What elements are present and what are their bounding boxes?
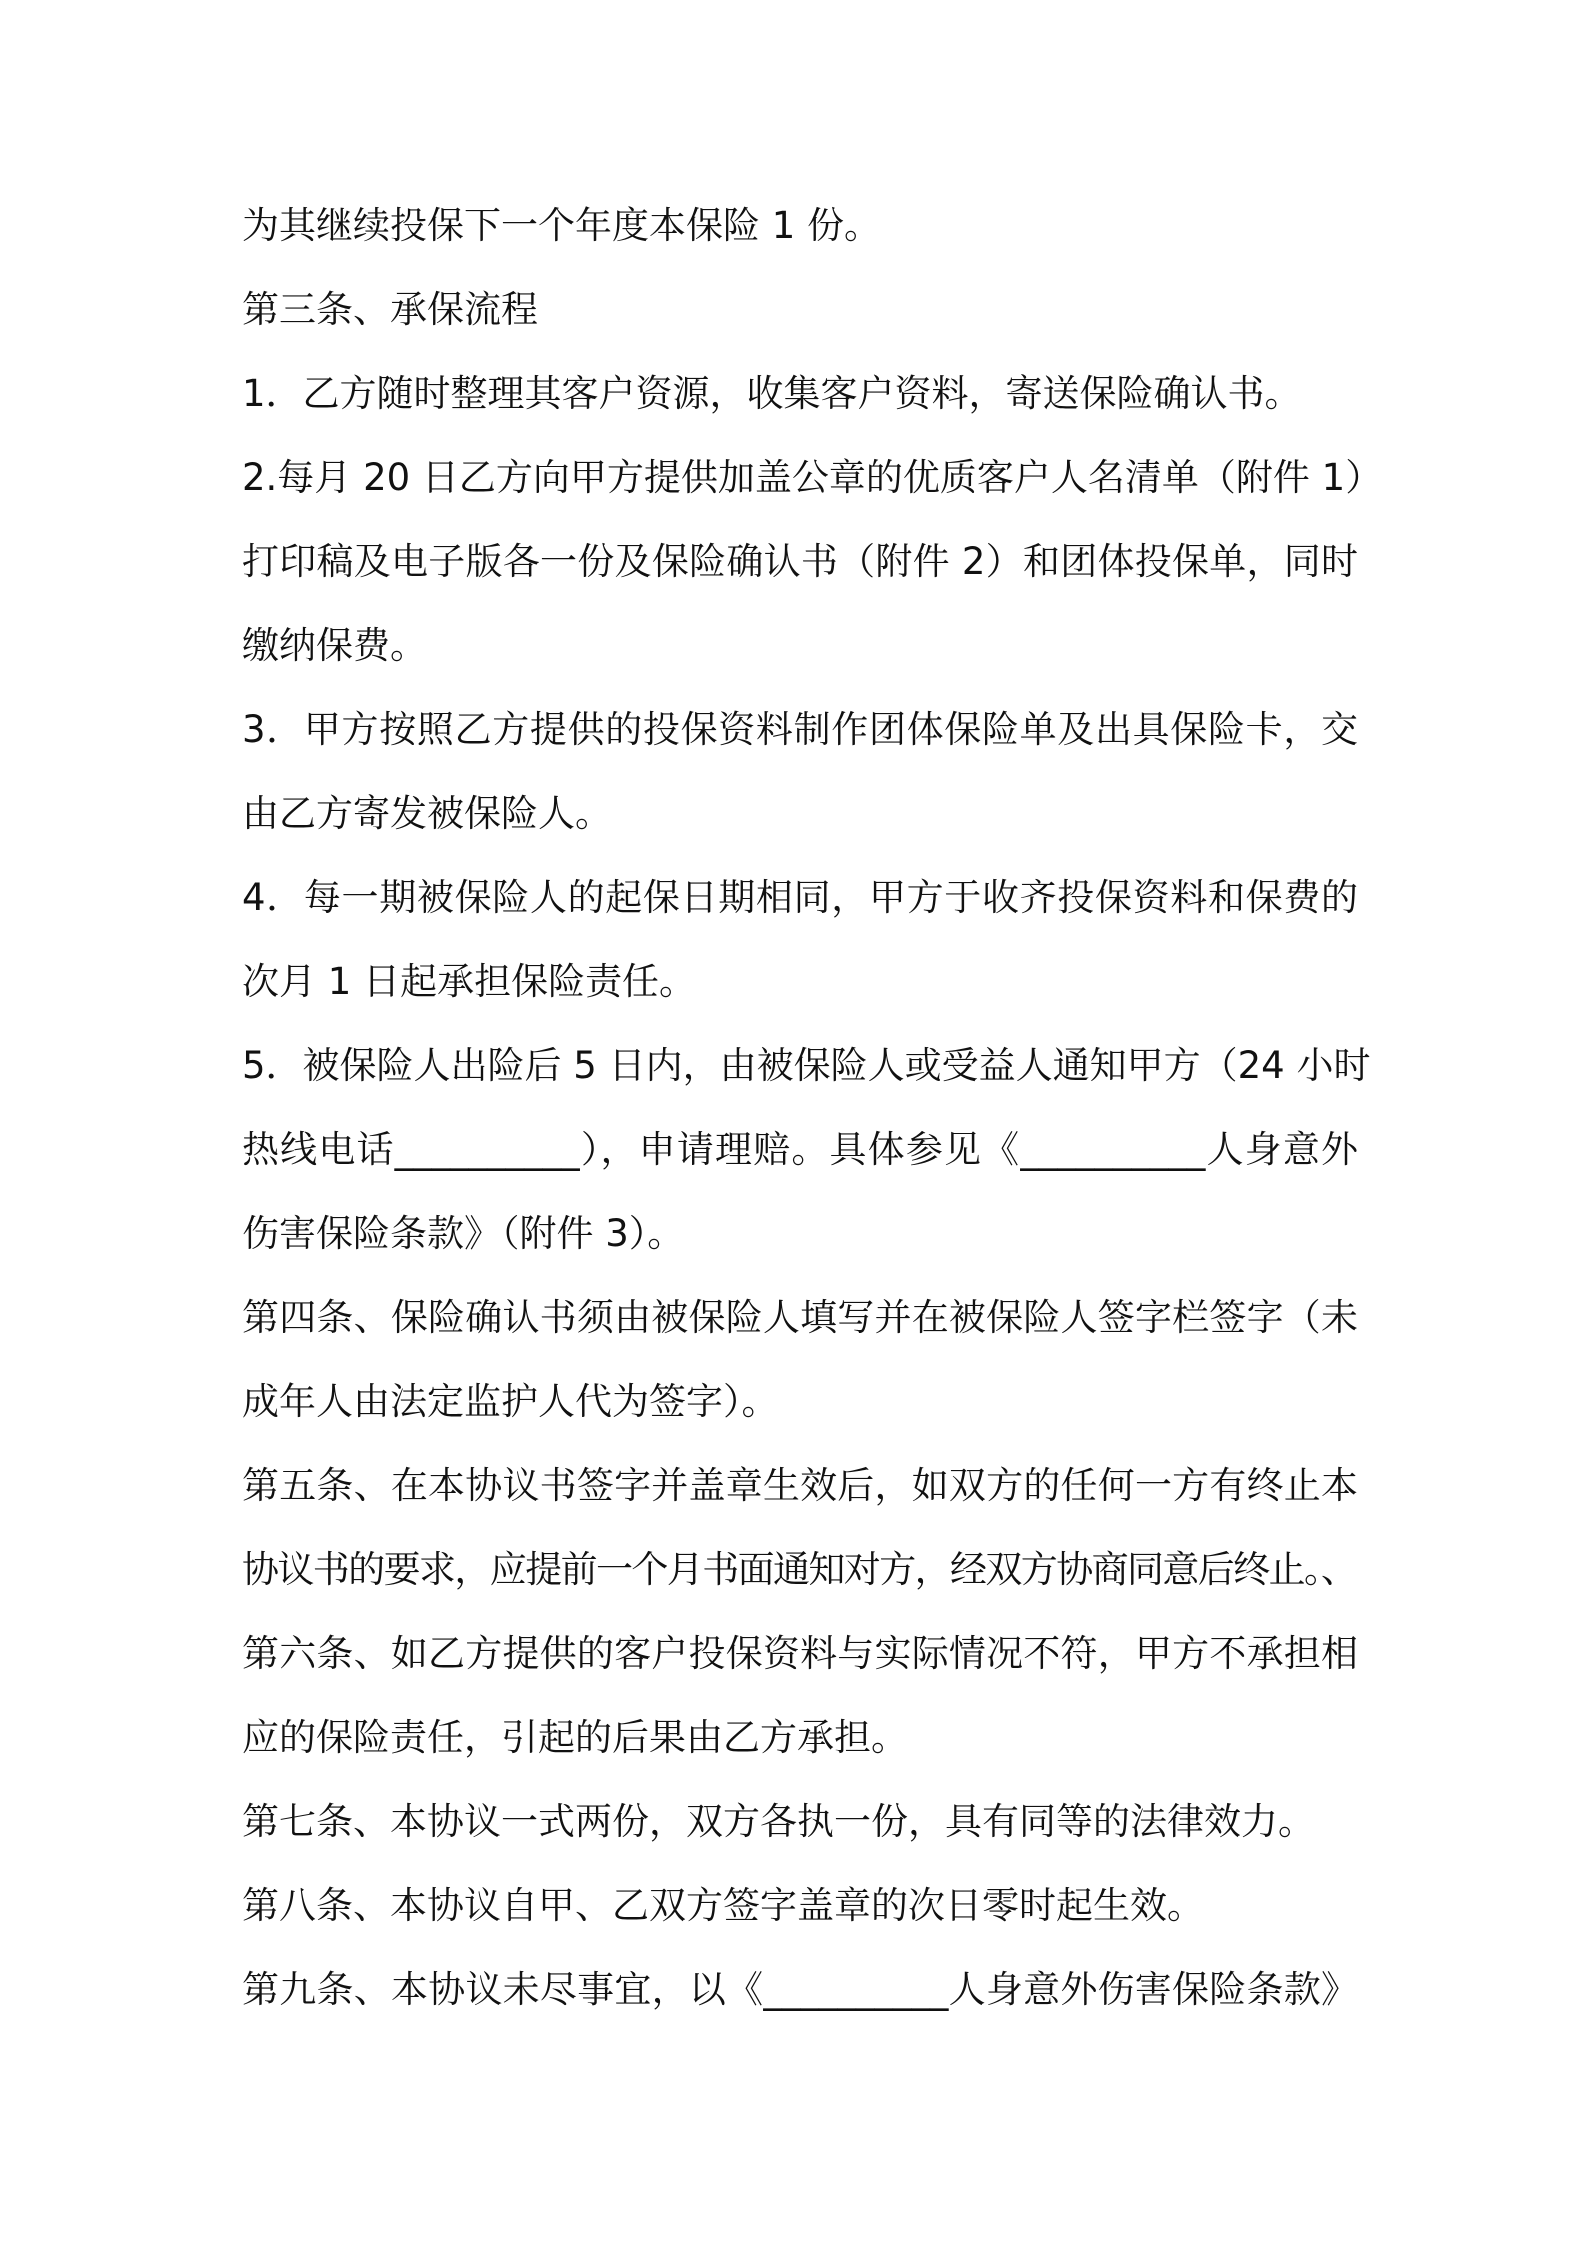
article-6-line-2: 应的保险责任，引起的后果由乙方承担。 — [242, 1716, 908, 1759]
article-3-item-1-line-1: 1．乙方随时整理其客户资源，收集客户资料，寄送保险确认书。 — [242, 372, 1302, 415]
continuation-line-1: 为其继续投保下一个年度本保险 1 份。 — [242, 204, 882, 247]
article-3-item-2-line-2: 打印稿及电子版各一份及保险确认书（附件 2）和团体投保单，同时 — [242, 540, 1358, 583]
article-3-item-3-line-1: 3．甲方按照乙方提供的投保资料制作团体保险单及出具保险卡，交 — [242, 708, 1358, 751]
article-5-line-2: 协议书的要求，应提前一个月书面通知对方，经双方协商同意后终止。、 — [242, 1548, 1357, 1591]
article-4-line-1: 第四条、保险确认书须由被保险人填写并在被保险人签字栏签字（未 — [242, 1296, 1358, 1339]
article-3-item-2 — [242, 436, 1586, 688]
article-5-line-1: 第五条、在本协议书签字并盖章生效后，如双方的任何一方有终止本 — [242, 1464, 1358, 1507]
article-3-heading: 第三条、承保流程 — [242, 288, 538, 331]
article-3 — [242, 268, 1586, 1276]
article-7-line-1: 第七条、本协议一式两份，双方各执一份，具有同等的法律效力。 — [242, 1800, 1315, 1843]
article-8 — [242, 1864, 1586, 1948]
article-3-item-5-line-2: 热线电话__________），申请理赔。具体参见《__________人身意外 — [242, 1128, 1358, 1171]
article-3-item-5-line-1: 5．被保险人出险后 5 日内，由被保险人或受益人通知甲方（24 小时 — [242, 1044, 1371, 1087]
article-5 — [242, 1444, 1586, 1612]
article-8-line-1: 第八条、本协议自甲、乙双方签字盖章的次日零时起生效。 — [242, 1884, 1204, 1927]
previous-clause-continuation — [242, 184, 1586, 268]
article-3-item-5 — [242, 1024, 1586, 1276]
article-9 — [242, 1948, 1586, 2032]
article-7 — [242, 1780, 1586, 1864]
article-3-item-3-line-2: 由乙方寄发被保险人。 — [242, 792, 612, 835]
article-4-line-2: 成年人由法定监护人代为签字）。 — [242, 1380, 779, 1423]
article-3-item-4-line-2: 次月 1 日起承担保险责任。 — [242, 960, 697, 1003]
article-9-line-1: 第九条、本协议未尽事宜，以《__________人身意外伤害保险条款》 — [242, 1968, 1358, 2011]
article-3-item-5-line-3: 伤害保险条款》（附件 3）。 — [242, 1212, 685, 1255]
article-3-item-2-line-1: 2.每月 20 日乙方向甲方提供加盖公章的优质客户人名清单（附件 1） — [242, 456, 1383, 499]
article-3-item-2-line-3: 缴纳保费。 — [242, 624, 427, 667]
article-4 — [242, 1276, 1586, 1444]
article-3-item-3 — [242, 688, 1586, 856]
article-6 — [242, 1612, 1586, 1780]
article-3-item-1 — [242, 352, 1586, 436]
article-3-item-4-line-1: 4．每一期被保险人的起保日期相同，甲方于收齐投保资料和保费的 — [242, 876, 1358, 919]
article-3-item-4 — [242, 856, 1586, 1024]
article-6-line-1: 第六条、如乙方提供的客户投保资料与实际情况不符，甲方不承担相 — [242, 1632, 1358, 1675]
